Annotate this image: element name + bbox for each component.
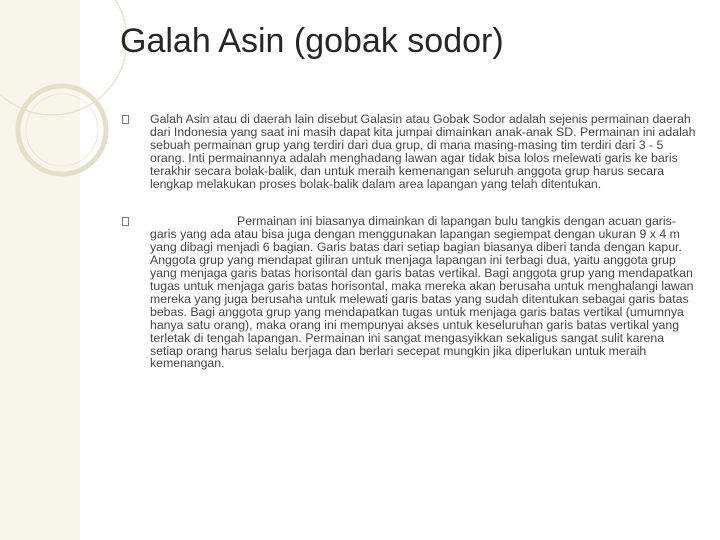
- left-decorative-band: [0, 0, 80, 540]
- bullet-text: Galah Asin atau di daerah lain disebut Galasin atau Gobak Sodor adalah sejenis permainan daerah dari Indonesia yang saat ini masih dapat kita jumpai dimainkan anak-anak SD. Permainan ini adalah sebuah permainan grup yang terdiri dari dua grup, di mana masing-masing tim terdiri dari 3 - 5 orang. Inti permainannya adalah menghadang lawan agar tidak bisa lolos melewati garis ke baris terakhir secara bolak-balik, dan untuk meraih kemenangan seluruh anggota grup harus secara lengkap melakukan proses bolak-balik dalam area lapangan yang telah ditentukan.: [150, 112, 696, 191]
- bullet-item: [122, 113, 697, 190]
- bullet-text: Permainan ini biasanya dimainkan di lapangan bulu tangkis dengan acuan garis-garis yang ada atau bisa juga dengan menggunakan lapangan segiempat dengan ukuran 9 x 4 m yang dibagi menjadi 6 bagian. Garis batas dari setiap bagian biasanya diberi tanda dengan kapur. Anggota grup yang mendapat giliran untuk menjaga lapangan ini terbagi dua, yaitu anggota grup yang menjaga garis batas horisontal dan garis batas vertikal. Bagi anggota grup yang mendapatkan tugas untuk menjaga garis batas horisontal, maka mereka akan berusaha untuk menghalangi lawan mereka yang juga berusaha untuk melewati garis batas yang sudah ditentukan sebagai garis batas bebas. Bagi anggota grup yang mendapatkan tugas untuk menjaga garis batas vertikal (umumnya hanya satu orang), maka orang ini mempunyai akses untuk keseluruhan garis batas vertikal yang terletak di tengah lapangan. Permainan ini sangat mengasyikkan sekaligus sangat sulit karena setiap orang harus selalu berjaga dan berlari secepat mungkin jika diperlukan untuk meraih kemenangan.: [150, 214, 694, 371]
- bullet-item: [122, 215, 697, 370]
- square-bullet-icon: [122, 115, 129, 124]
- square-bullet-icon: [122, 217, 129, 226]
- bullet-list: [122, 113, 697, 370]
- slide-title: Galah Asin (gobak sodor): [120, 22, 504, 60]
